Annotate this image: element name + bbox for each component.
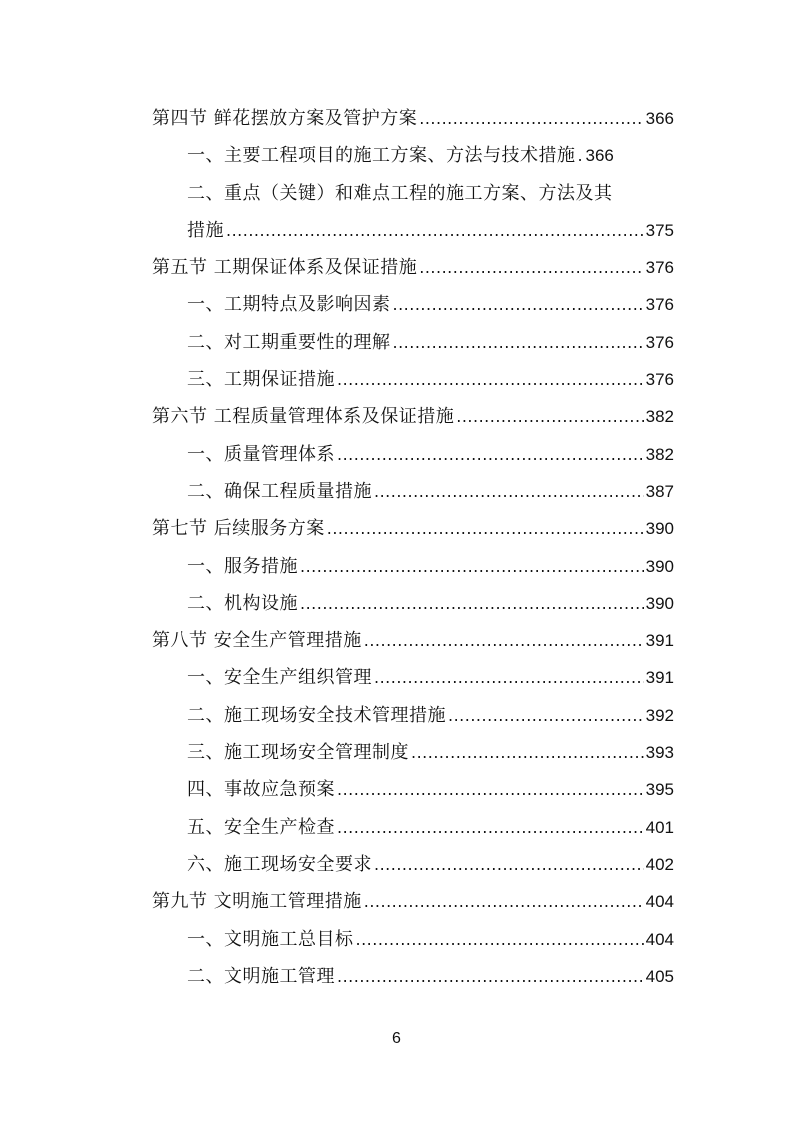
toc-entry-page: 382 — [645, 444, 674, 464]
toc-entry[interactable] — [152, 921, 674, 958]
toc-entry[interactable] — [152, 100, 674, 137]
dot-leader — [337, 436, 644, 473]
toc-entry[interactable] — [152, 846, 674, 883]
toc-entry-page: 366 — [585, 146, 614, 166]
dot-leader — [327, 510, 644, 547]
toc-entry-page: 395 — [645, 780, 674, 800]
toc-entry-title: 三、工期保证措施 — [187, 369, 335, 391]
toc-entry-title: 三、施工现场安全管理制度 — [187, 742, 409, 764]
dot-leader — [364, 883, 644, 920]
toc-entry-page: 387 — [645, 481, 674, 501]
toc-entry-page: 404 — [645, 929, 674, 949]
dot-leader — [374, 846, 644, 883]
dot-leader — [364, 622, 644, 659]
dot-leader — [374, 659, 644, 696]
toc-entry-page: 366 — [645, 109, 674, 128]
toc-entry-page: 392 — [645, 705, 674, 725]
dot-leader — [356, 921, 644, 958]
toc-entry-title: 第四节 鲜花摆放方案及管护方案 — [152, 108, 418, 129]
toc-entry[interactable] — [152, 175, 674, 212]
dot-leader — [411, 734, 644, 771]
toc-entry-page: 405 — [645, 966, 674, 986]
dot-leader — [337, 958, 644, 995]
toc-entry-title: 二、机构设施 — [187, 592, 298, 614]
toc-entry-page: 390 — [645, 593, 674, 613]
toc-entry-title: 四、事故应急预案 — [187, 779, 335, 801]
toc-entry[interactable] — [152, 324, 674, 361]
toc-entry-title: 措施 — [187, 219, 224, 241]
toc-entry-page: 376 — [645, 295, 674, 315]
toc-entry-title: 一、安全生产组织管理 — [187, 667, 372, 689]
toc-entry-title: 二、确保工程质量措施 — [187, 480, 372, 502]
toc-entry-page: 376 — [645, 258, 674, 278]
toc-entry-page: 391 — [645, 631, 674, 651]
dot-leader — [300, 548, 644, 585]
toc-entry[interactable] — [152, 734, 674, 771]
toc-entry-page: 382 — [645, 407, 674, 427]
toc-entry-page: 391 — [645, 668, 674, 688]
toc-entry-title: 第八节 安全生产管理措施 — [152, 630, 362, 652]
toc-entry[interactable] — [152, 883, 674, 920]
toc-entry[interactable] — [152, 697, 674, 734]
toc-entry-title: 一、质量管理体系 — [187, 443, 335, 465]
dot-leader — [393, 324, 644, 361]
toc-entry-page: 404 — [645, 892, 674, 912]
table-of-contents — [152, 100, 674, 995]
dot-leader — [456, 398, 643, 435]
toc-entry[interactable] — [152, 585, 674, 622]
toc-entry-page: 390 — [645, 519, 674, 539]
toc-entry[interactable] — [152, 771, 674, 808]
toc-entry-title: 二、重点（关键）和难点工程的施工方案、方法及其 — [187, 182, 613, 204]
toc-entry[interactable] — [152, 436, 674, 473]
toc-entry[interactable] — [152, 548, 674, 585]
toc-entry-title: 一、工期特点及影响因素 — [187, 294, 391, 316]
page-number: 6 — [392, 1030, 401, 1047]
toc-entry[interactable] — [152, 286, 674, 323]
toc-entry-page: 402 — [645, 854, 674, 874]
toc-entry[interactable] — [152, 398, 674, 435]
toc-entry[interactable] — [152, 958, 674, 995]
toc-entry-title: 第五节 工期保证体系及保证措施 — [152, 257, 418, 279]
dot-leader — [337, 361, 644, 398]
toc-entry[interactable] — [152, 659, 674, 696]
toc-entry[interactable] — [152, 510, 674, 547]
toc-entry[interactable] — [152, 809, 674, 846]
toc-entry-page: 390 — [645, 556, 674, 576]
dot-leader — [419, 249, 643, 286]
toc-entry-title: 一、服务措施 — [187, 555, 298, 577]
toc-entry-title: 一、主要工程项目的施工方案、方法与技术措施 — [187, 145, 576, 167]
toc-entry[interactable] — [152, 249, 674, 286]
dot-leader — [419, 100, 643, 137]
dot-leader — [448, 697, 644, 734]
toc-entry[interactable] — [152, 137, 674, 174]
toc-entry[interactable] — [152, 473, 674, 510]
toc-entry-title: 五、安全生产检查 — [187, 816, 335, 838]
toc-entry-page: 376 — [645, 370, 674, 390]
toc-entry-page: 375 — [645, 220, 674, 240]
toc-entry-title: 第七节 后续服务方案 — [152, 518, 325, 540]
dot-leader — [337, 771, 644, 808]
toc-entry[interactable] — [152, 622, 674, 659]
toc-entry-page: 376 — [645, 332, 674, 352]
toc-entry-title: 二、对工期重要性的理解 — [187, 331, 391, 353]
dot-leader — [393, 286, 644, 323]
toc-entry-title: 一、文明施工总目标 — [187, 928, 354, 950]
toc-entry-title: 第九节 文明施工管理措施 — [152, 891, 362, 913]
toc-entry-title: 第六节 工程质量管理体系及保证措施 — [152, 406, 455, 428]
toc-entry[interactable] — [152, 212, 674, 249]
dot-leader — [337, 809, 644, 846]
toc-entry-page: 401 — [645, 817, 674, 837]
toc-entry-title: 六、施工现场安全要求 — [187, 853, 372, 875]
dot-leader — [300, 585, 644, 622]
toc-entry-page: 393 — [645, 743, 674, 763]
toc-entry-title: 二、施工现场安全技术管理措施 — [187, 704, 446, 726]
dot-leader — [578, 137, 584, 174]
toc-entry-title: 二、文明施工管理 — [187, 965, 335, 987]
dot-leader — [226, 212, 644, 249]
toc-entry[interactable] — [152, 361, 674, 398]
dot-leader — [374, 473, 644, 510]
